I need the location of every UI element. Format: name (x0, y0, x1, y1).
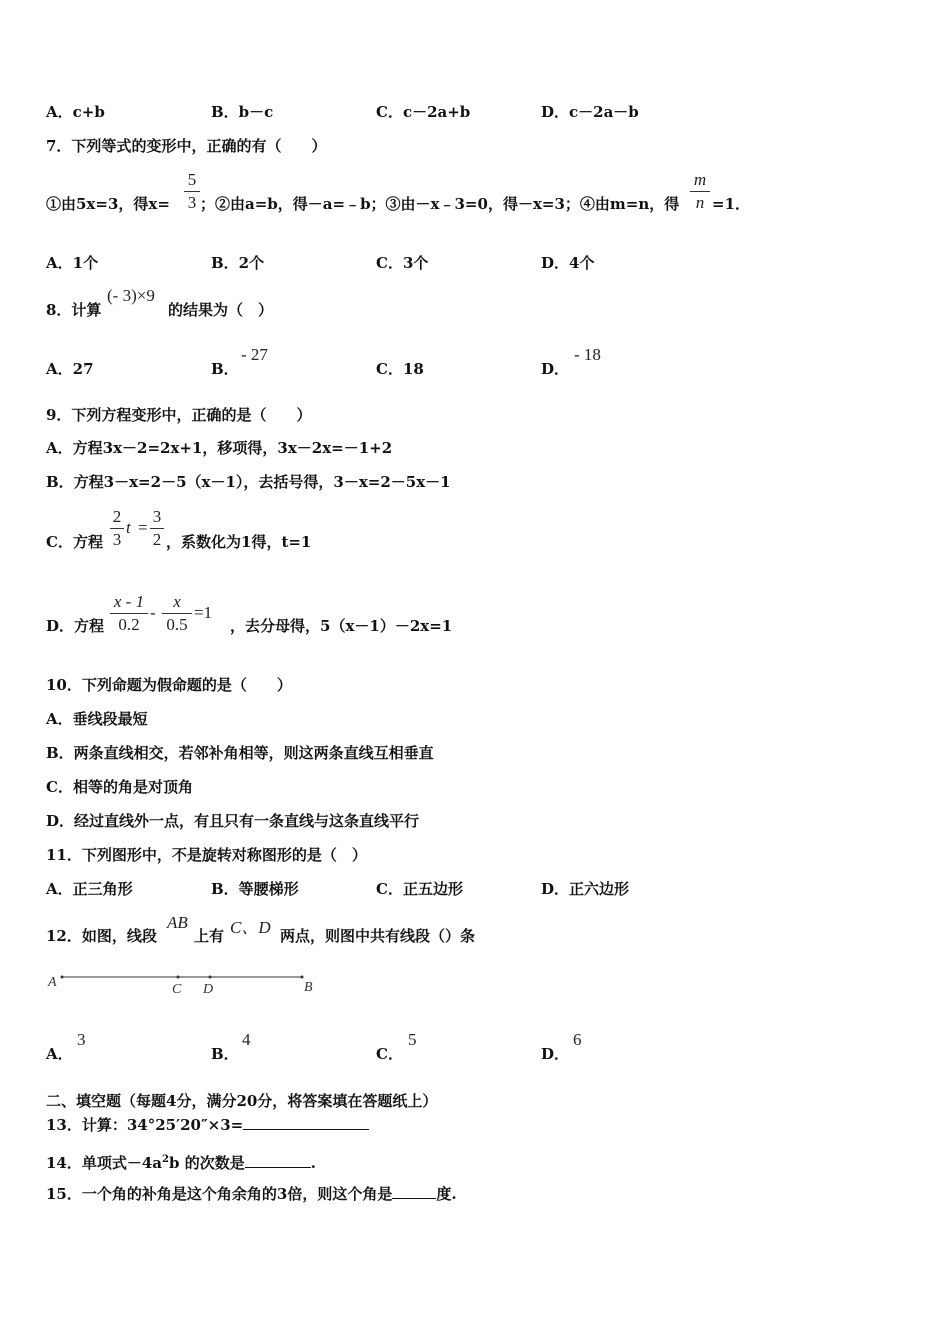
section-2-heading: 二、填空题（每题4分，满分20分，将答案填在答题纸上） (46, 1092, 438, 1110)
q9-d-fraction-1 (110, 592, 148, 635)
label-d: D (203, 982, 214, 997)
q7-option-b: B．2个 (211, 254, 265, 272)
q8-option-b: B． (211, 360, 239, 378)
q8-prefix: 8．计算 (46, 301, 102, 319)
q8-suffix: 的结果为（ ） (168, 301, 274, 319)
q7-option-a: A．1个 (46, 254, 99, 272)
q9-option-b: B．方程3－x=2－5（x－1），去括号得，3－x=2－5x－1 (46, 473, 451, 491)
q7-statement-2: ；②由a=b，得－a=﹣b；③由－x﹣3=0，得－x=3；④由m=n，得 (200, 195, 680, 213)
q8-expression: (- 3)×9 (107, 286, 155, 305)
q9-c-fraction-2 (150, 507, 164, 550)
q9-d-fraction-1-numerator: x - 1 (113, 592, 145, 611)
q6-option-c: C．c－2a+b (376, 103, 471, 121)
q9-c-fraction-2-numerator: 3 (152, 507, 162, 526)
q7-fraction-1 (184, 170, 200, 213)
q10-option-d: D．经过直线外一点，有且只有一条直线与这条直线平行 (46, 812, 420, 830)
q15-text (46, 1184, 457, 1204)
q11-stem: 11．下列图形中，不是旋转对称图形的是（ ） (46, 846, 367, 864)
q13-text (46, 1115, 369, 1135)
point-b-dot (301, 976, 304, 979)
q9-d-equals-one: =1 (194, 603, 213, 622)
q9-d-fraction-2 (162, 592, 192, 635)
q8-option-d: D． (541, 360, 570, 378)
q8-option-c: C．18 (376, 360, 424, 378)
point-c-dot (177, 976, 180, 979)
q9-c-fraction-2-denominator: 2 (152, 530, 162, 549)
q12-option-b: B． (211, 1045, 239, 1063)
q12-option-d-value: 6 (573, 1030, 582, 1049)
q12-option-a-value: 3 (77, 1030, 86, 1049)
q14-answer-blank[interactable] (245, 1153, 311, 1168)
q9-d-fraction-1-denominator: 0.2 (118, 615, 140, 634)
q14-prefix: 14．单项式－4a (46, 1154, 163, 1172)
q12-segment-ab: AB (167, 913, 188, 932)
q7-option-d: D．4个 (541, 254, 595, 272)
q6-option-d: D．c－2a－b (541, 103, 639, 121)
q7-option-c: C．3个 (376, 254, 429, 272)
q6-option-b: B．b－c (211, 103, 274, 121)
q9-c-fraction-1 (110, 507, 124, 550)
q15-prefix: 15．一个角的补角是这个角余角的3倍，则这个角是 (46, 1185, 393, 1203)
q7-stem: 7．下列等式的变形中，正确的有（ ） (46, 137, 327, 155)
q9-c-variable: t (126, 518, 131, 537)
q12-option-c: C． (376, 1045, 403, 1063)
q12-prefix: 12．如图，线段 (46, 927, 157, 945)
q6-option-a: A．c+b (46, 103, 105, 121)
q10-option-b: B．两条直线相交，若邻补角相等，则这两条直线互相垂直 (46, 744, 434, 762)
q9-c-equals: = (138, 518, 148, 537)
q12-points-cd: C、D (230, 918, 271, 937)
q12-option-a: A． (46, 1045, 73, 1063)
q10-option-a: A．垂线段最短 (46, 710, 148, 728)
q12-option-d: D． (541, 1045, 570, 1063)
q9-c-fraction-1-numerator: 2 (112, 507, 122, 526)
q9-option-c-prefix: C．方程 (46, 533, 103, 551)
q10-option-c: C．相等的角是对顶角 (46, 778, 193, 796)
q12-suffix: 两点，则图中共有线段（）条 (280, 927, 476, 945)
q9-option-c-suffix: ，系数化为1得，t=1 (166, 533, 312, 551)
label-c: C (172, 982, 182, 997)
q14-text (46, 1150, 316, 1173)
label-a: A (48, 975, 57, 990)
q11-option-d: D．正六边形 (541, 880, 630, 898)
q9-option-d-prefix: D．方程 (46, 617, 105, 635)
q15-end: 度. (436, 1185, 457, 1203)
q11-option-a: A．正三角形 (46, 880, 133, 898)
q8-option-a: A．27 (46, 360, 94, 378)
q12-option-c-value: 5 (408, 1030, 417, 1049)
q12-middle: 上有 (194, 927, 225, 945)
q12-line-segment-figure (40, 962, 340, 1002)
q7-fraction-1-denominator: 3 (187, 193, 197, 212)
q13-answer-blank[interactable] (243, 1115, 369, 1130)
q7-fraction-2-denominator: n (695, 193, 705, 212)
q14-exponent: 2 (162, 1154, 169, 1165)
q11-option-b: B．等腰梯形 (211, 880, 299, 898)
q9-d-fraction-2-numerator: x (173, 592, 181, 611)
q14-suffix: b 的次数是 (169, 1154, 245, 1172)
q13-question: 13．计算：34°25′20″×3= (46, 1116, 244, 1134)
point-d-dot (209, 976, 212, 979)
point-a-dot (61, 976, 64, 979)
q7-statement-1: ①由5x=3，得x= (46, 195, 170, 213)
q10-stem: 10．下列命题为假命题的是（ ） (46, 676, 292, 694)
label-b: B (304, 980, 313, 995)
q7-fraction-1-numerator: 5 (187, 170, 197, 189)
q9-option-a: A．方程3x－2=2x+1，移项得，3x－2x=－1+2 (46, 439, 393, 457)
q12-option-b-value: 4 (242, 1030, 251, 1049)
q9-c-fraction-1-denominator: 3 (112, 530, 122, 549)
q8-option-b-value: - 27 (241, 345, 268, 364)
q8-option-d-value: - 18 (574, 345, 601, 364)
q7-statement-3: =1． (712, 195, 751, 213)
q11-option-c: C．正五边形 (376, 880, 463, 898)
q9-d-fraction-2-denominator: 0.5 (166, 615, 188, 634)
q9-d-minus: - (150, 603, 156, 622)
q7-fraction-2 (690, 170, 710, 213)
q15-answer-blank[interactable] (392, 1184, 436, 1199)
q9-option-d-suffix: ，去分母得，5（x－1）－2x=1 (230, 617, 453, 635)
q14-end: . (310, 1154, 316, 1172)
q7-fraction-2-numerator: m (693, 170, 707, 189)
q9-stem: 9．下列方程变形中，正确的是（ ） (46, 406, 312, 424)
